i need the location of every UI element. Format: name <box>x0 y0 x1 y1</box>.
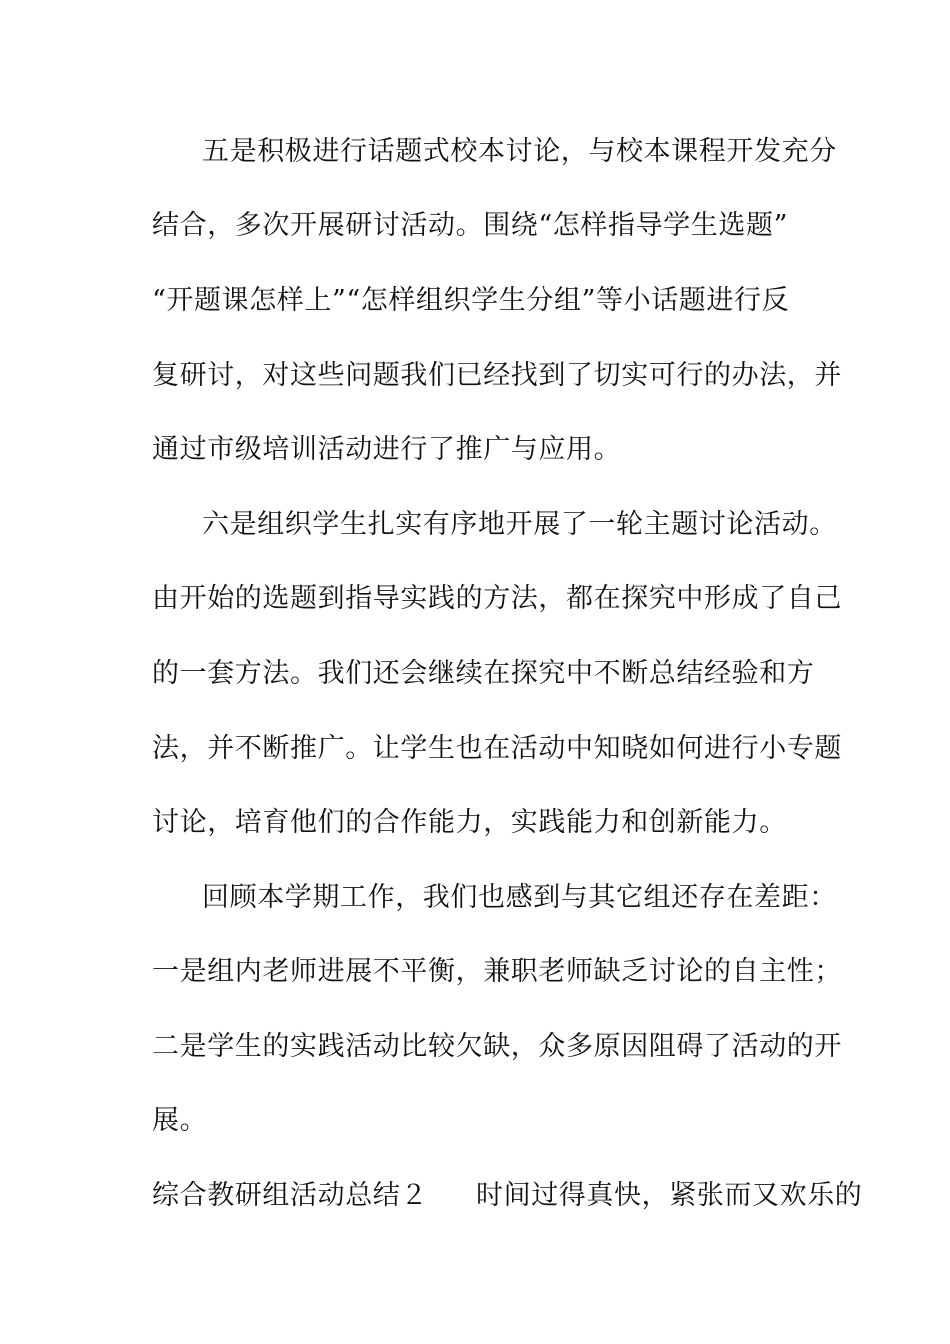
paragraph-2-line-5: 讨论，培育他们的合作能力，实践能力和创新能力。 <box>152 807 787 838</box>
paragraph-1-line-5: 通过市级培训活动进行了推广与应用。 <box>152 434 622 465</box>
paragraph-2-line-4: 法，并不断推广。让学生也在活动中知晓如何进行小专题 <box>152 733 842 764</box>
paragraph-3-line-2: 一是组内老师进展不平衡，兼职老师缺乏讨论的自主性； <box>152 956 842 987</box>
next-section-line <box>152 1178 862 1214</box>
section-opening-text: 时间过得真快，紧张而又欢乐的 <box>476 1180 863 1211</box>
paragraph-2-line-3: 的一套方法。我们还会继续在探究中不断总结经验和方 <box>152 658 815 689</box>
paragraph-1-line-3: “开题课怎样上”“怎样组织学生分组”等小话题进行反 <box>152 285 790 316</box>
paragraph-3-line-4: 展。 <box>152 1105 208 1136</box>
paragraph-1-line-1: 五是积极进行话题式校本讨论，与校本课程开发充分 <box>202 136 837 167</box>
section-title: 综合教研组活动总结２ <box>152 1180 428 1211</box>
paragraph-3-line-1: 回顾本学期工作，我们也感到与其它组还存在差距： <box>202 882 837 913</box>
paragraph-2-line-1: 六是组织学生扎实有序地开展了一轮主题讨论活动。 <box>202 509 837 540</box>
paragraph-1-line-2: 结合，多次开展研讨活动。围绕“怎样指导学生选题” <box>152 210 789 241</box>
paragraph-2-line-2: 由开始的选题到指导实践的方法，都在探究中形成了自己 <box>152 583 842 614</box>
paragraph-3-line-3: 二是学生的实践活动比较欠缺，众多原因阻碍了活动的开 <box>152 1031 842 1062</box>
paragraph-1-line-4: 复研讨，对这些问题我们已经找到了切实可行的办法，并 <box>152 360 842 391</box>
